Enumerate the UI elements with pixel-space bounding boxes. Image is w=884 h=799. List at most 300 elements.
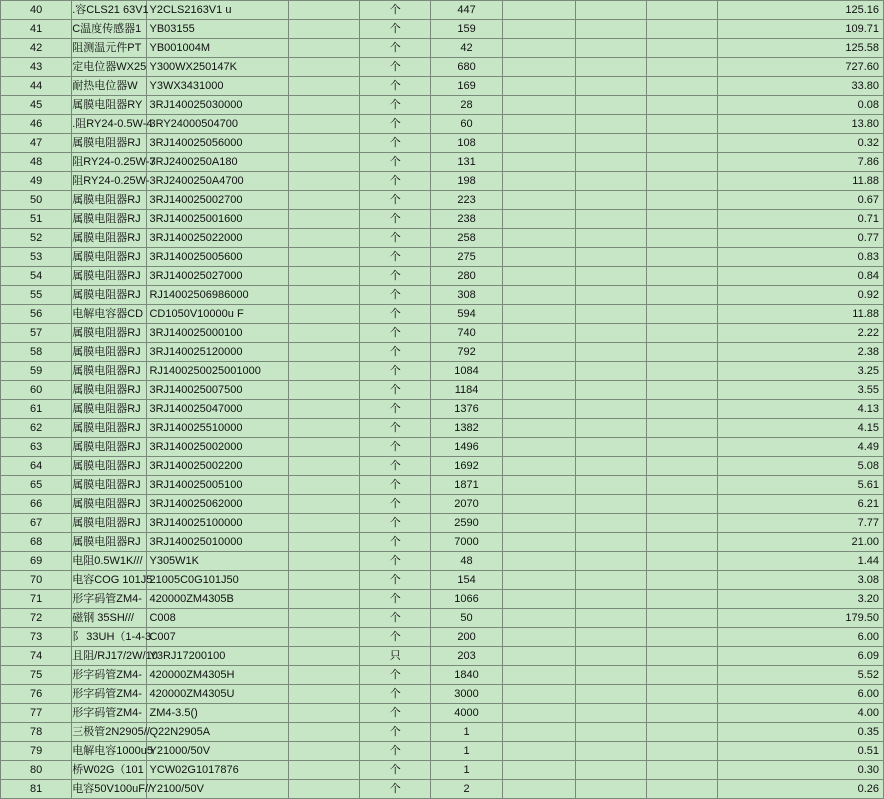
row-number-cell[interactable]: 65 — [1, 476, 72, 495]
item-name-cell[interactable]: 定电位器WX25 — [72, 58, 147, 77]
blank-cell[interactable] — [502, 704, 575, 723]
item-code-cell[interactable]: C007 — [147, 628, 288, 647]
unit-cell[interactable]: 个 — [360, 704, 431, 723]
item-name-cell[interactable]: 属膜电阻器RJ — [72, 381, 147, 400]
amount-cell[interactable]: 1.44 — [718, 552, 884, 571]
unit-cell[interactable]: 个 — [360, 362, 431, 381]
unit-cell[interactable]: 个 — [360, 248, 431, 267]
quantity-cell[interactable]: 1692 — [431, 457, 502, 476]
item-name-cell[interactable]: 属膜电阻器RJ — [72, 324, 147, 343]
unit-cell[interactable]: 个 — [360, 495, 431, 514]
blank-cell[interactable] — [647, 248, 718, 267]
blank-cell[interactable] — [647, 134, 718, 153]
item-name-cell[interactable]: 属膜电阻器RJ — [72, 362, 147, 381]
quantity-cell[interactable]: 740 — [431, 324, 502, 343]
quantity-cell[interactable]: 60 — [431, 115, 502, 134]
item-name-cell[interactable]: 电容COG 101J5 — [72, 571, 147, 590]
blank-cell[interactable] — [575, 590, 646, 609]
unit-cell[interactable]: 个 — [360, 134, 431, 153]
unit-cell[interactable]: 个 — [360, 514, 431, 533]
item-name-cell[interactable]: .容CLS21 63V1 — [72, 1, 147, 20]
blank-cell[interactable] — [575, 438, 646, 457]
blank-cell[interactable] — [575, 96, 646, 115]
item-code-cell[interactable]: 3RJ140025002200 — [147, 457, 288, 476]
quantity-cell[interactable]: 169 — [431, 77, 502, 96]
quantity-cell[interactable]: 50 — [431, 609, 502, 628]
unit-cell[interactable]: 个 — [360, 457, 431, 476]
item-code-cell[interactable]: YCW02G1017876 — [147, 761, 288, 780]
item-code-cell[interactable]: 3RJ140025100000 — [147, 514, 288, 533]
blank-cell[interactable] — [288, 476, 359, 495]
blank-cell[interactable] — [288, 20, 359, 39]
blank-cell[interactable] — [502, 742, 575, 761]
row-number-cell[interactable]: 73 — [1, 628, 72, 647]
item-code-cell[interactable]: 3RY24000504700 — [147, 115, 288, 134]
unit-cell[interactable]: 个 — [360, 1, 431, 20]
quantity-cell[interactable]: 131 — [431, 153, 502, 172]
item-name-cell[interactable]: 阻RY24-0.25W- — [72, 172, 147, 191]
amount-cell[interactable]: 2.38 — [718, 343, 884, 362]
blank-cell[interactable] — [575, 628, 646, 647]
blank-cell[interactable] — [288, 457, 359, 476]
blank-cell[interactable] — [288, 571, 359, 590]
quantity-cell[interactable]: 1184 — [431, 381, 502, 400]
item-code-cell[interactable]: Y2100/50V — [147, 780, 288, 799]
row-number-cell[interactable]: 41 — [1, 20, 72, 39]
amount-cell[interactable]: 11.88 — [718, 172, 884, 191]
row-number-cell[interactable]: 58 — [1, 343, 72, 362]
blank-cell[interactable] — [575, 115, 646, 134]
amount-cell[interactable]: 6.00 — [718, 628, 884, 647]
blank-cell[interactable] — [575, 77, 646, 96]
blank-cell[interactable] — [575, 134, 646, 153]
blank-cell[interactable] — [647, 495, 718, 514]
quantity-cell[interactable]: 275 — [431, 248, 502, 267]
item-name-cell[interactable]: 属膜电阻器RJ — [72, 419, 147, 438]
blank-cell[interactable] — [288, 647, 359, 666]
blank-cell[interactable] — [502, 685, 575, 704]
item-name-cell[interactable]: C温度传感器1 — [72, 20, 147, 39]
blank-cell[interactable] — [575, 267, 646, 286]
item-code-cell[interactable]: 3RJ140025000100 — [147, 324, 288, 343]
quantity-cell[interactable]: 159 — [431, 20, 502, 39]
blank-cell[interactable] — [288, 210, 359, 229]
item-name-cell[interactable]: 属膜电阻器RJ — [72, 210, 147, 229]
item-name-cell[interactable]: 属膜电阻器RJ — [72, 495, 147, 514]
blank-cell[interactable] — [288, 172, 359, 191]
quantity-cell[interactable]: 308 — [431, 286, 502, 305]
blank-cell[interactable] — [288, 58, 359, 77]
blank-cell[interactable] — [575, 305, 646, 324]
item-code-cell[interactable]: 3RJ2400250A4700 — [147, 172, 288, 191]
item-code-cell[interactable]: 3RJ140025005100 — [147, 476, 288, 495]
amount-cell[interactable]: 3.55 — [718, 381, 884, 400]
blank-cell[interactable] — [288, 248, 359, 267]
blank-cell[interactable] — [647, 172, 718, 191]
row-number-cell[interactable]: 42 — [1, 39, 72, 58]
blank-cell[interactable] — [647, 647, 718, 666]
blank-cell[interactable] — [288, 343, 359, 362]
unit-cell[interactable]: 个 — [360, 324, 431, 343]
blank-cell[interactable] — [647, 457, 718, 476]
blank-cell[interactable] — [288, 685, 359, 704]
amount-cell[interactable]: 21.00 — [718, 533, 884, 552]
blank-cell[interactable] — [502, 571, 575, 590]
item-code-cell[interactable]: 3RJ140025002700 — [147, 191, 288, 210]
amount-cell[interactable]: 0.83 — [718, 248, 884, 267]
amount-cell[interactable]: 727.60 — [718, 58, 884, 77]
amount-cell[interactable]: 0.30 — [718, 761, 884, 780]
quantity-cell[interactable]: 238 — [431, 210, 502, 229]
row-number-cell[interactable]: 44 — [1, 77, 72, 96]
amount-cell[interactable]: 4.15 — [718, 419, 884, 438]
blank-cell[interactable] — [288, 153, 359, 172]
blank-cell[interactable] — [502, 115, 575, 134]
item-code-cell[interactable]: Y2CLS2163V1 u — [147, 1, 288, 20]
unit-cell[interactable]: 个 — [360, 780, 431, 799]
item-name-cell[interactable]: 属膜电阻器RJ — [72, 191, 147, 210]
quantity-cell[interactable]: 594 — [431, 305, 502, 324]
blank-cell[interactable] — [288, 533, 359, 552]
blank-cell[interactable] — [647, 115, 718, 134]
row-number-cell[interactable]: 55 — [1, 286, 72, 305]
blank-cell[interactable] — [575, 286, 646, 305]
item-code-cell[interactable]: 3RJ140025022000 — [147, 229, 288, 248]
item-name-cell[interactable]: 属膜电阻器RJ — [72, 514, 147, 533]
item-code-cell[interactable]: 3RJ140025027000 — [147, 267, 288, 286]
unit-cell[interactable]: 个 — [360, 172, 431, 191]
item-code-cell[interactable]: 3RJ140025056000 — [147, 134, 288, 153]
quantity-cell[interactable]: 1 — [431, 723, 502, 742]
unit-cell[interactable]: 个 — [360, 153, 431, 172]
unit-cell[interactable]: 个 — [360, 229, 431, 248]
item-code-cell[interactable]: 3RJ140025001600 — [147, 210, 288, 229]
blank-cell[interactable] — [575, 685, 646, 704]
item-code-cell[interactable]: 3RJ140025120000 — [147, 343, 288, 362]
amount-cell[interactable]: 0.08 — [718, 96, 884, 115]
item-name-cell[interactable]: 属膜电阻器RJ — [72, 438, 147, 457]
blank-cell[interactable] — [502, 324, 575, 343]
item-name-cell[interactable]: 形字码管ZM4- — [72, 666, 147, 685]
quantity-cell[interactable]: 1376 — [431, 400, 502, 419]
blank-cell[interactable] — [647, 590, 718, 609]
unit-cell[interactable]: 个 — [360, 571, 431, 590]
item-name-cell[interactable]: 桥W02G（101 — [72, 761, 147, 780]
item-code-cell[interactable]: Y305W1K — [147, 552, 288, 571]
quantity-cell[interactable]: 198 — [431, 172, 502, 191]
item-name-cell[interactable]: 形字码管ZM4- — [72, 704, 147, 723]
item-code-cell[interactable]: Q22N2905A — [147, 723, 288, 742]
unit-cell[interactable]: 个 — [360, 723, 431, 742]
quantity-cell[interactable]: 792 — [431, 343, 502, 362]
quantity-cell[interactable]: 1871 — [431, 476, 502, 495]
blank-cell[interactable] — [288, 1, 359, 20]
amount-cell[interactable]: 3.08 — [718, 571, 884, 590]
row-number-cell[interactable]: 54 — [1, 267, 72, 286]
unit-cell[interactable]: 个 — [360, 666, 431, 685]
amount-cell[interactable]: 109.71 — [718, 20, 884, 39]
blank-cell[interactable] — [288, 77, 359, 96]
blank-cell[interactable] — [575, 229, 646, 248]
quantity-cell[interactable]: 1840 — [431, 666, 502, 685]
quantity-cell[interactable]: 203 — [431, 647, 502, 666]
quantity-cell[interactable]: 223 — [431, 191, 502, 210]
amount-cell[interactable]: 0.71 — [718, 210, 884, 229]
item-code-cell[interactable]: Y21000/50V — [147, 742, 288, 761]
blank-cell[interactable] — [575, 742, 646, 761]
blank-cell[interactable] — [647, 39, 718, 58]
item-code-cell[interactable]: 3RJ140025005600 — [147, 248, 288, 267]
amount-cell[interactable]: 179.50 — [718, 609, 884, 628]
amount-cell[interactable]: 7.86 — [718, 153, 884, 172]
amount-cell[interactable]: 11.88 — [718, 305, 884, 324]
blank-cell[interactable] — [502, 419, 575, 438]
blank-cell[interactable] — [288, 305, 359, 324]
amount-cell[interactable]: 0.35 — [718, 723, 884, 742]
blank-cell[interactable] — [288, 590, 359, 609]
quantity-cell[interactable]: 7000 — [431, 533, 502, 552]
blank-cell[interactable] — [288, 723, 359, 742]
blank-cell[interactable] — [575, 248, 646, 267]
item-code-cell[interactable]: C008 — [147, 609, 288, 628]
blank-cell[interactable] — [502, 438, 575, 457]
row-number-cell[interactable]: 59 — [1, 362, 72, 381]
item-code-cell[interactable]: 420000ZM4305B — [147, 590, 288, 609]
blank-cell[interactable] — [647, 305, 718, 324]
amount-cell[interactable]: 125.16 — [718, 1, 884, 20]
blank-cell[interactable] — [575, 39, 646, 58]
item-name-cell[interactable]: 阻RY24-0.25W-7 — [72, 153, 147, 172]
blank-cell[interactable] — [502, 476, 575, 495]
item-name-cell[interactable]: 阻测温元件PT — [72, 39, 147, 58]
blank-cell[interactable] — [575, 1, 646, 20]
blank-cell[interactable] — [502, 248, 575, 267]
amount-cell[interactable]: 6.21 — [718, 495, 884, 514]
item-name-cell[interactable]: 属膜电阻器RJ — [72, 343, 147, 362]
blank-cell[interactable] — [647, 286, 718, 305]
row-number-cell[interactable]: 40 — [1, 1, 72, 20]
blank-cell[interactable] — [502, 381, 575, 400]
unit-cell[interactable]: 个 — [360, 400, 431, 419]
blank-cell[interactable] — [647, 514, 718, 533]
blank-cell[interactable] — [647, 20, 718, 39]
blank-cell[interactable] — [502, 58, 575, 77]
item-name-cell[interactable]: 属膜电阻器RJ — [72, 400, 147, 419]
blank-cell[interactable] — [502, 1, 575, 20]
quantity-cell[interactable]: 1084 — [431, 362, 502, 381]
blank-cell[interactable] — [575, 153, 646, 172]
blank-cell[interactable] — [575, 324, 646, 343]
blank-cell[interactable] — [647, 609, 718, 628]
row-number-cell[interactable]: 79 — [1, 742, 72, 761]
item-code-cell[interactable]: ZM4-3.5() — [147, 704, 288, 723]
item-name-cell[interactable]: 属膜电阻器RJ — [72, 533, 147, 552]
blank-cell[interactable] — [502, 514, 575, 533]
blank-cell[interactable] — [575, 381, 646, 400]
blank-cell[interactable] — [502, 286, 575, 305]
item-code-cell[interactable]: 3RJ140025047000 — [147, 400, 288, 419]
blank-cell[interactable] — [575, 20, 646, 39]
blank-cell[interactable] — [288, 419, 359, 438]
blank-cell[interactable] — [502, 77, 575, 96]
unit-cell[interactable]: 个 — [360, 58, 431, 77]
amount-cell[interactable]: 6.00 — [718, 685, 884, 704]
blank-cell[interactable] — [502, 172, 575, 191]
blank-cell[interactable] — [502, 666, 575, 685]
row-number-cell[interactable]: 75 — [1, 666, 72, 685]
row-number-cell[interactable]: 61 — [1, 400, 72, 419]
blank-cell[interactable] — [647, 628, 718, 647]
item-code-cell[interactable]: YB03155 — [147, 20, 288, 39]
unit-cell[interactable]: 只 — [360, 647, 431, 666]
amount-cell[interactable]: 0.51 — [718, 742, 884, 761]
unit-cell[interactable]: 个 — [360, 685, 431, 704]
amount-cell[interactable]: 0.84 — [718, 267, 884, 286]
blank-cell[interactable] — [502, 96, 575, 115]
item-code-cell[interactable]: 3RJ140025030000 — [147, 96, 288, 115]
blank-cell[interactable] — [288, 191, 359, 210]
item-code-cell[interactable]: CD1050V10000u F — [147, 305, 288, 324]
amount-cell[interactable]: 5.08 — [718, 457, 884, 476]
quantity-cell[interactable]: 258 — [431, 229, 502, 248]
blank-cell[interactable] — [502, 780, 575, 799]
amount-cell[interactable]: 5.52 — [718, 666, 884, 685]
item-code-cell[interactable]: YB001004M — [147, 39, 288, 58]
quantity-cell[interactable]: 2 — [431, 780, 502, 799]
blank-cell[interactable] — [502, 153, 575, 172]
row-number-cell[interactable]: 80 — [1, 761, 72, 780]
unit-cell[interactable]: 个 — [360, 476, 431, 495]
blank-cell[interactable] — [647, 685, 718, 704]
blank-cell[interactable] — [575, 761, 646, 780]
quantity-cell[interactable]: 280 — [431, 267, 502, 286]
blank-cell[interactable] — [502, 590, 575, 609]
blank-cell[interactable] — [502, 552, 575, 571]
item-name-cell[interactable]: 属膜电阻器RY — [72, 96, 147, 115]
blank-cell[interactable] — [502, 533, 575, 552]
blank-cell[interactable] — [647, 419, 718, 438]
blank-cell[interactable] — [647, 552, 718, 571]
unit-cell[interactable]: 个 — [360, 419, 431, 438]
row-number-cell[interactable]: 47 — [1, 134, 72, 153]
item-name-cell[interactable]: 属膜电阻器RJ — [72, 248, 147, 267]
blank-cell[interactable] — [288, 552, 359, 571]
blank-cell[interactable] — [575, 343, 646, 362]
blank-cell[interactable] — [502, 609, 575, 628]
row-number-cell[interactable]: 56 — [1, 305, 72, 324]
quantity-cell[interactable]: 3000 — [431, 685, 502, 704]
item-code-cell[interactable]: 21005C0G101J50 — [147, 571, 288, 590]
unit-cell[interactable]: 个 — [360, 286, 431, 305]
blank-cell[interactable] — [288, 761, 359, 780]
blank-cell[interactable] — [288, 666, 359, 685]
unit-cell[interactable]: 个 — [360, 115, 431, 134]
quantity-cell[interactable]: 2590 — [431, 514, 502, 533]
amount-cell[interactable]: 0.67 — [718, 191, 884, 210]
blank-cell[interactable] — [647, 1, 718, 20]
blank-cell[interactable] — [288, 381, 359, 400]
amount-cell[interactable]: 0.92 — [718, 286, 884, 305]
blank-cell[interactable] — [647, 267, 718, 286]
blank-cell[interactable] — [575, 495, 646, 514]
blank-cell[interactable] — [647, 761, 718, 780]
quantity-cell[interactable]: 447 — [431, 1, 502, 20]
item-name-cell[interactable]: 电解电容1000u5 — [72, 742, 147, 761]
unit-cell[interactable]: 个 — [360, 20, 431, 39]
item-code-cell[interactable]: 3RJ140025002000 — [147, 438, 288, 457]
blank-cell[interactable] — [575, 210, 646, 229]
blank-cell[interactable] — [288, 96, 359, 115]
item-name-cell[interactable]: 三极管2N2905// — [72, 723, 147, 742]
blank-cell[interactable] — [502, 761, 575, 780]
item-name-cell[interactable]: 属膜电阻器RJ — [72, 476, 147, 495]
amount-cell[interactable]: 7.77 — [718, 514, 884, 533]
row-number-cell[interactable]: 51 — [1, 210, 72, 229]
blank-cell[interactable] — [647, 742, 718, 761]
blank-cell[interactable] — [575, 400, 646, 419]
blank-cell[interactable] — [502, 134, 575, 153]
quantity-cell[interactable]: 48 — [431, 552, 502, 571]
quantity-cell[interactable]: 2070 — [431, 495, 502, 514]
quantity-cell[interactable]: 1 — [431, 742, 502, 761]
blank-cell[interactable] — [288, 115, 359, 134]
blank-cell[interactable] — [647, 229, 718, 248]
item-code-cell[interactable]: Y3RJ17200100 — [147, 647, 288, 666]
row-number-cell[interactable]: 62 — [1, 419, 72, 438]
blank-cell[interactable] — [647, 324, 718, 343]
row-number-cell[interactable]: 63 — [1, 438, 72, 457]
blank-cell[interactable] — [575, 609, 646, 628]
blank-cell[interactable] — [575, 419, 646, 438]
unit-cell[interactable]: 个 — [360, 267, 431, 286]
item-name-cell[interactable]: 属膜电阻器RJ — [72, 457, 147, 476]
row-number-cell[interactable]: 50 — [1, 191, 72, 210]
blank-cell[interactable] — [502, 343, 575, 362]
blank-cell[interactable] — [647, 571, 718, 590]
amount-cell[interactable]: 4.13 — [718, 400, 884, 419]
blank-cell[interactable] — [575, 723, 646, 742]
blank-cell[interactable] — [502, 400, 575, 419]
row-number-cell[interactable]: 60 — [1, 381, 72, 400]
blank-cell[interactable] — [647, 153, 718, 172]
blank-cell[interactable] — [647, 210, 718, 229]
unit-cell[interactable]: 个 — [360, 742, 431, 761]
blank-cell[interactable] — [288, 400, 359, 419]
item-code-cell[interactable]: 3RJ140025510000 — [147, 419, 288, 438]
blank-cell[interactable] — [502, 495, 575, 514]
blank-cell[interactable] — [502, 628, 575, 647]
unit-cell[interactable]: 个 — [360, 381, 431, 400]
unit-cell[interactable]: 个 — [360, 77, 431, 96]
blank-cell[interactable] — [647, 438, 718, 457]
amount-cell[interactable]: 5.61 — [718, 476, 884, 495]
item-name-cell[interactable]: .阻RY24-0.5W-4 — [72, 115, 147, 134]
item-name-cell[interactable]: 电阻0.5W1K/// — [72, 552, 147, 571]
blank-cell[interactable] — [575, 172, 646, 191]
blank-cell[interactable] — [647, 666, 718, 685]
unit-cell[interactable]: 个 — [360, 590, 431, 609]
unit-cell[interactable]: 个 — [360, 761, 431, 780]
unit-cell[interactable]: 个 — [360, 343, 431, 362]
item-name-cell[interactable]: 电容50V100uF// — [72, 780, 147, 799]
item-code-cell[interactable]: 3RJ140025062000 — [147, 495, 288, 514]
blank-cell[interactable] — [647, 400, 718, 419]
quantity-cell[interactable]: 200 — [431, 628, 502, 647]
blank-cell[interactable] — [575, 58, 646, 77]
amount-cell[interactable]: 4.49 — [718, 438, 884, 457]
item-code-cell[interactable]: 420000ZM4305U — [147, 685, 288, 704]
quantity-cell[interactable]: 1066 — [431, 590, 502, 609]
